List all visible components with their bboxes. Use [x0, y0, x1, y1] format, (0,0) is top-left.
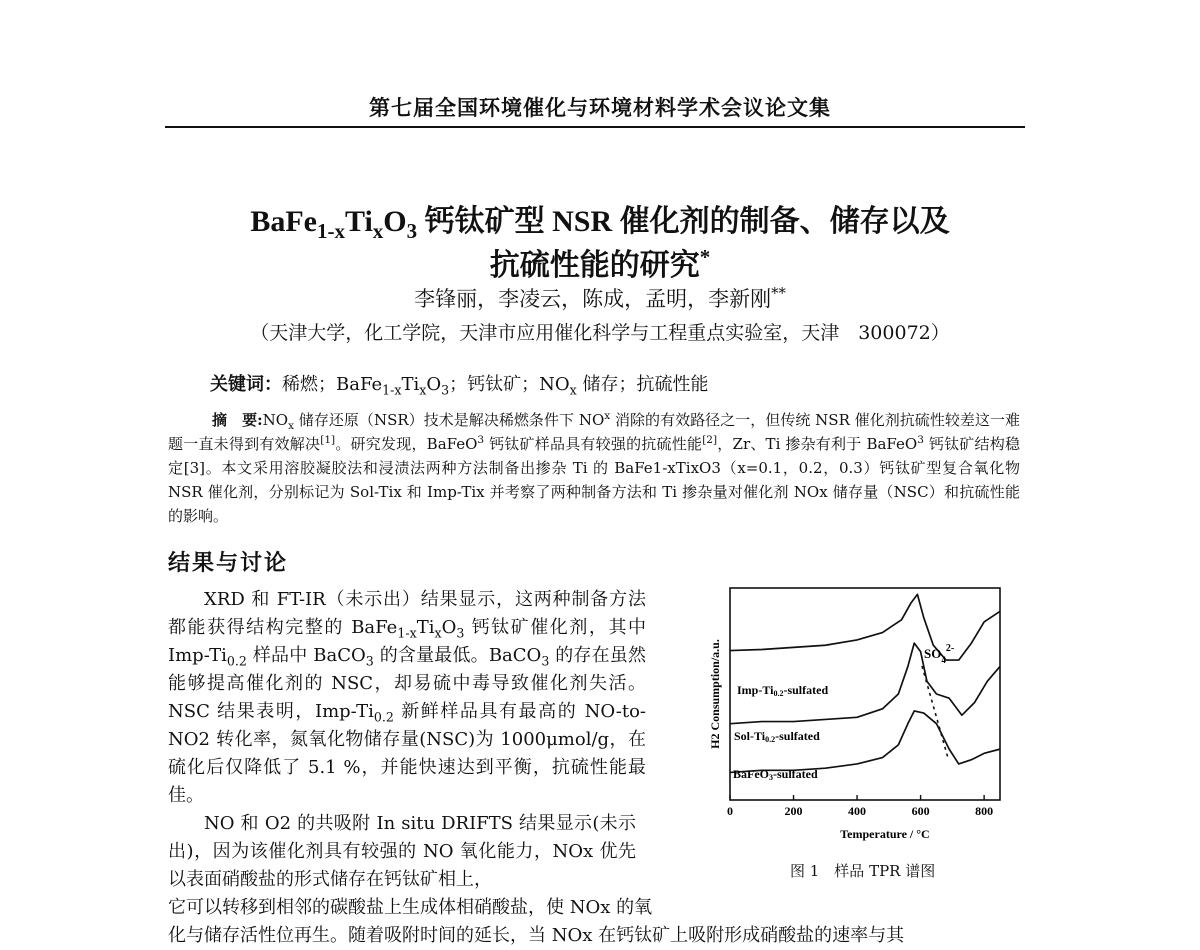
figure-caption: 图 1 样品 TPR 谱图 [790, 862, 936, 880]
keyword-1: 稀燃； [282, 374, 336, 395]
paragraph-2: NO 和 O2 的共吸附 In situ DRIFTS 结果显示(未示出)，因为该催化剂具有较强的 NO 氧化能力，NOx 优先以表面硝酸盐的形式储存在钙钛矿相上， [168, 813, 636, 890]
abstract-text: $NO_x$ 储存还原（NSR）技术是解决稀燃条件下 $NO^x$ 消除的有效路径之一，但传统 NSR 催化剂抗硫性较差这一难题一直未得到有效解决[1]。研究发现，BaFeO$^3$ 钙钛矿样品具有较强的抗硫性能[2]，Zr、Ti 掺杂有利于 BaFeO$^3$ 钙钛矿结构稳定[3]。本文采用溶胶凝胶法和浸渍法两种方法制备出掺杂 Ti 的 BaFe1-xTixO3（x=0.1，0.2，0.3）钙钛矿型复合氧化物 NSR 催化剂，分别标记为 Sol-Tix 和 Imp-Tix 并考察了两种制备方法和 Ti 掺杂量对催化剂 NOx 储存量（NSC）和抗硫性能的影响。 [168, 410, 1021, 525]
keyword-5: 抗硫性能 [636, 374, 709, 395]
keyword-3: 钙钛矿； [467, 374, 540, 395]
abstract [168, 408, 1020, 528]
sulfate-peak-dotted-line [922, 666, 948, 758]
x-tick-label-1: 200 [784, 804, 803, 818]
affiliation: （天津大学，化工学院，天津市应用催化科学与工程重点实验室，天津 300072） [250, 322, 950, 344]
title-footnote-mark: * [699, 245, 711, 269]
paragraph-2-cut: 化与储存活性位再生。随着吸附时间的延长，当 NOx 在钙钛矿上吸附形成硝酸盐的速率与其 [168, 925, 905, 946]
title-line1-rest: 钙钛矿型 NSR 催化剂的制备、储存以及 [417, 205, 950, 238]
header-rule [165, 126, 1025, 128]
title-line2-text: 抗硫性能的研究 [489, 249, 700, 282]
series-label-0: Imp-Ti0.2-sulfated [737, 683, 829, 698]
paragraph-2-continued: 它可以转移到相邻的碳酸盐上生成体相硝酸盐，使 NOx 的氧 [168, 897, 653, 918]
keyword-sep: ； [449, 374, 468, 395]
keywords-line [210, 370, 709, 396]
series-line-0 [730, 594, 1000, 660]
keyword-4-rest: 储存； [576, 374, 637, 395]
keyword-2: $BaFe_{1-x}Ti_xO_3$ [336, 374, 450, 398]
keywords-label: 关键词： [210, 374, 282, 395]
series-label-2: BaFeO3-sulfated [733, 767, 818, 782]
series-label-1: Sol-Ti0.2-sulfated [734, 729, 820, 744]
tpr-figure [700, 580, 1030, 850]
abstract-label: 摘 要: [212, 411, 263, 429]
conference-header: 第七届全国环境催化与环境材料学术会议论文集 [369, 96, 831, 120]
x-tick-label-2: 400 [848, 804, 867, 818]
author-list [0, 283, 1200, 313]
section-heading: 结果与讨论 [168, 551, 289, 576]
paper-title-line2 [0, 240, 1200, 284]
x-tick-label-4: 800 [975, 804, 994, 818]
paper-title-line1 [0, 196, 1200, 243]
x-tick-label-3: 600 [911, 804, 930, 818]
sulfate-annotation: $SO_4^{2-}$ [924, 643, 955, 665]
title-formula: $BaFe_{1-x}Ti_xO_3$ [250, 205, 418, 243]
x-tick-label-0: 0 [727, 804, 733, 818]
author-names: 李锋丽，李凌云，陈成，孟明，李新刚 [414, 287, 772, 311]
series-labels [733, 683, 828, 782]
keyword-4: $NO_x$ [539, 374, 577, 398]
y-axis-label: H2 Consumption/a.u. [708, 639, 722, 749]
corresponding-mark: ** [771, 285, 786, 302]
x-axis-ticks [727, 795, 993, 818]
paragraph-1: XRD 和 FT-IR（未示出）结果显示，这两种制备方法都能获得结构完整的 $BaFe_{1-x}Ti_xO_3$ 钙钛矿催化剂，其中 Imp-$Ti_{0.2}$ 样品中 BaCO$_3$ 的含量最低。BaCO$_3$ 的存在虽然能够提高催化剂的 NSC，却易硫中毒导致催化剂失活。NSC 结果表明，Imp-$Ti_{0.2}$ 新鲜样品具有最高的 NO-to-NO2 转化率，氮氧化物储存量(NSC)为 1000μmol/g，在硫化后仅降低了 5.1 %，并能快速达到平衡，抗硫性能最佳。 [168, 589, 647, 806]
x-axis-label: Temperature / °C [840, 827, 930, 841]
